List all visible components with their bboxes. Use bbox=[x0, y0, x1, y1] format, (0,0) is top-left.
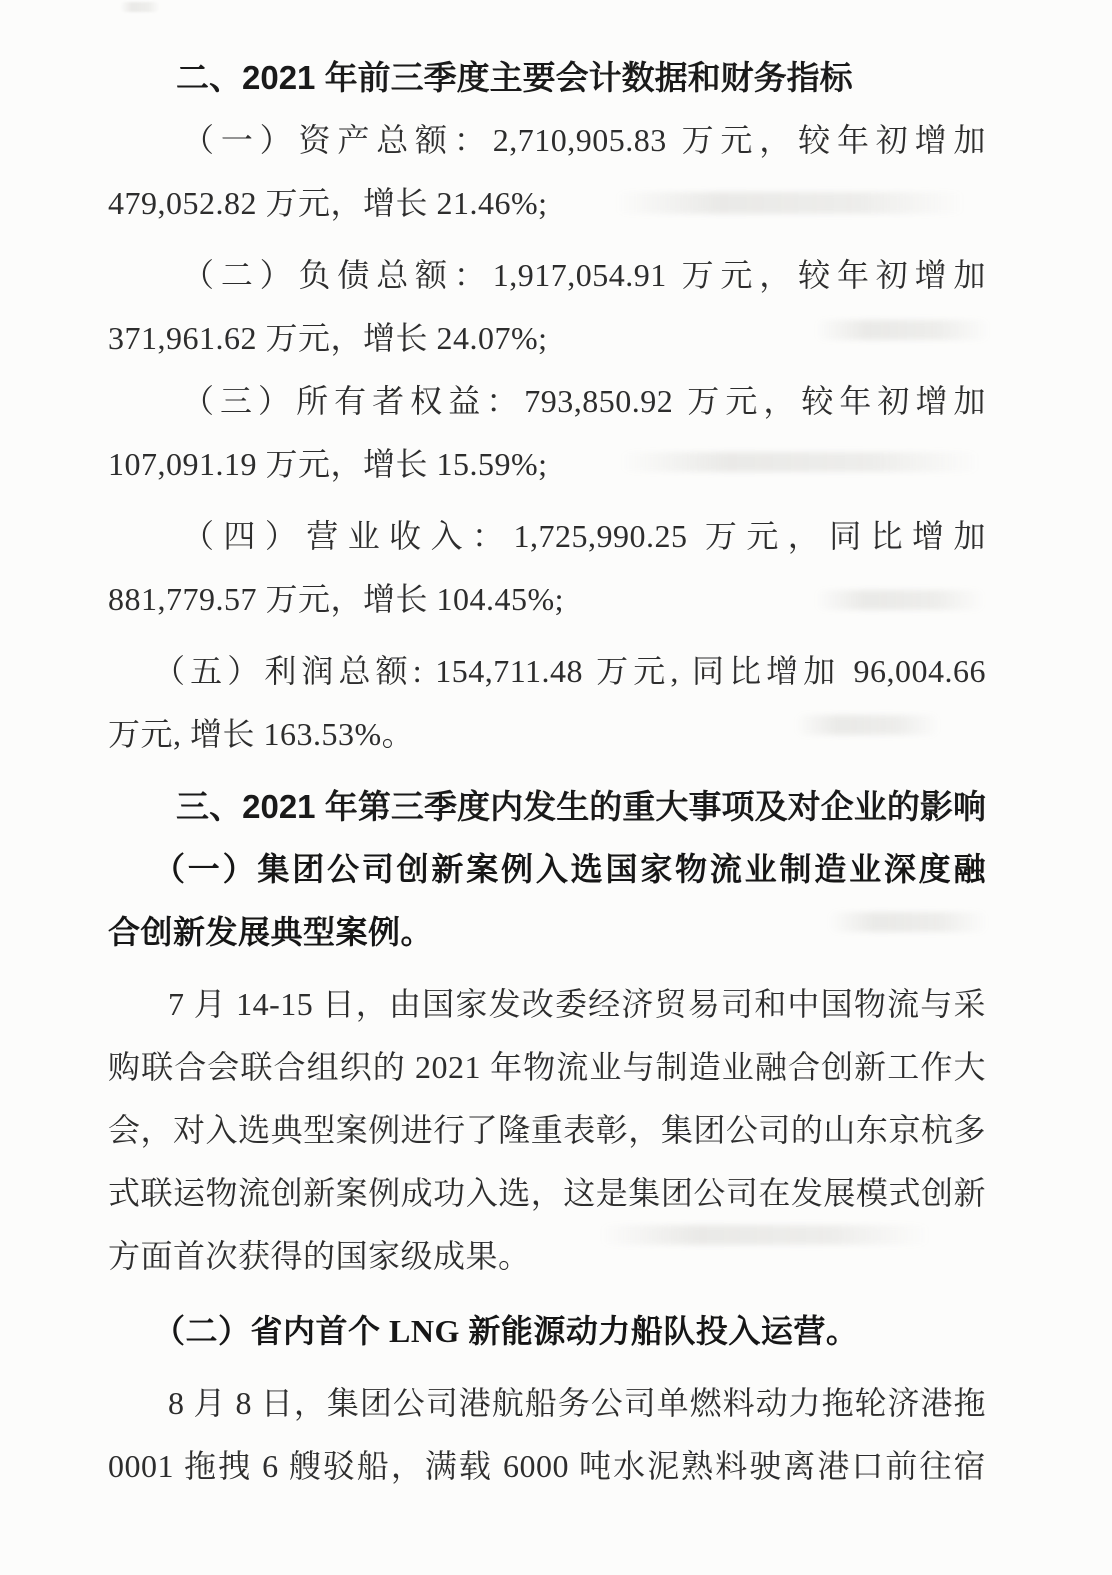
item-4-revenue-line-2: 881,779.57 万元，增长 104.45%; bbox=[108, 581, 565, 617]
item-5-profit-line-1: （五）利润总额: 154,711.48 万元, 同比增加 96,004.66 bbox=[153, 653, 986, 689]
event-2-paragraph-line-1: 8 月 8 日，集团公司港航船务公司单燃料动力拖轮济港拖 bbox=[168, 1385, 986, 1421]
scan-smudge bbox=[120, 2, 160, 12]
section-2-heading: 二、2021 年前三季度主要会计数据和财务指标 bbox=[176, 59, 853, 96]
event-1-paragraph-line-3: 会，对入选典型案例进行了隆重表彰，集团公司的山东京杭多 bbox=[108, 1112, 986, 1148]
report-body bbox=[108, 46, 986, 1498]
event-1-heading-line-1: （一）集团公司创新案例入选国家物流业制造业深度融 bbox=[153, 851, 986, 887]
item-3-equity-line-2: 107,091.19 万元，增长 15.59%; bbox=[108, 446, 548, 482]
item-4-revenue-line-1: （四）营业收入：1,725,990.25 万元，同比增加 bbox=[182, 518, 986, 554]
item-5-profit-line-2: 万元, 增长 163.53%。 bbox=[108, 716, 415, 752]
event-1-paragraph-line-1: 7 月 14-15 日，由国家发改委经济贸易司和中国物流与采 bbox=[168, 986, 986, 1022]
event-2-heading: （二）省内首个 LNG 新能源动力船队投入运营。 bbox=[153, 1313, 859, 1349]
item-1-assets-line-2: 479,052.82 万元，增长 21.46%; bbox=[108, 185, 548, 221]
item-2-liabilities-line-1: （二）负债总额：1,917,054.91 万元，较年初增加 bbox=[182, 257, 986, 293]
event-1-paragraph-line-2: 购联合会联合组织的 2021 年物流业与制造业融合创新工作大 bbox=[108, 1049, 986, 1085]
event-2-paragraph-line-2: 0001 拖拽 6 艘驳船，满载 6000 吨水泥熟料驶离港口前往宿 bbox=[108, 1448, 986, 1484]
item-1-assets-line-1: （一）资产总额：2,710,905.83 万元，较年初增加 bbox=[182, 122, 986, 158]
item-2-liabilities-line-2: 371,961.62 万元，增长 24.07%; bbox=[108, 320, 548, 356]
event-1-paragraph-line-4: 式联运物流创新案例成功入选，这是集团公司在发展模式创新 bbox=[108, 1175, 986, 1211]
item-3-equity-line-1: （三）所有者权益：793,850.92 万元，较年初增加 bbox=[182, 383, 986, 419]
event-1-paragraph-line-5: 方面首次获得的国家级成果。 bbox=[108, 1238, 531, 1274]
event-1-heading-line-2: 合创新发展典型案例。 bbox=[108, 914, 434, 950]
section-3-heading: 三、2021 年第三季度内发生的重大事项及对企业的影响 bbox=[176, 788, 986, 825]
